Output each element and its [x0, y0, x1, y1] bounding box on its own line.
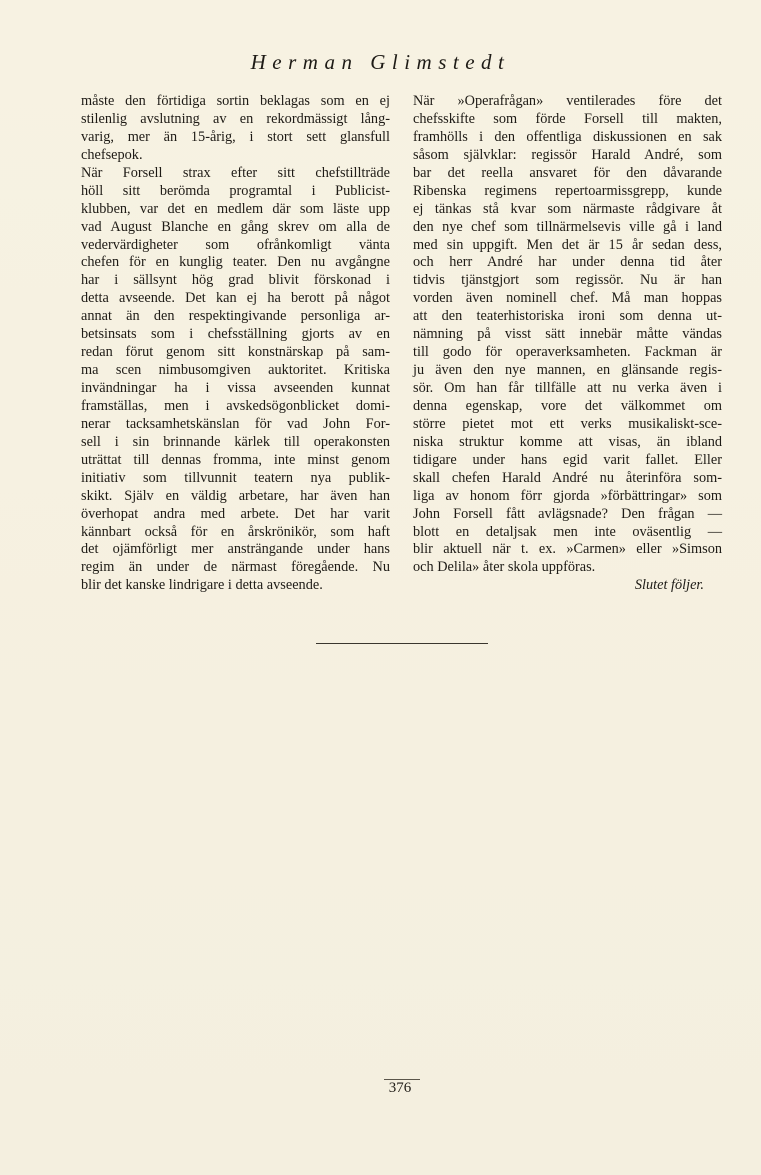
- text-line: När »Operafrågan» ventilerades före det: [413, 93, 722, 109]
- text-line: framställas, men i avskedsögonblicket domi-: [81, 397, 390, 414]
- text-line: detta avseende. Det kan ej ha berott på något: [81, 290, 390, 307]
- text-line: När Forsell strax efter sitt chefstillträde: [81, 164, 390, 181]
- section-divider: [316, 643, 488, 644]
- text-line: tidigare under hans egid varit fallet. Eller: [413, 451, 722, 468]
- text-line: sör. Om han får tillfälle att nu verka även i: [413, 380, 722, 396]
- text-line: betsinsats som i chefsställning gjorts av en: [81, 326, 390, 343]
- text-line: varig, mer än 15-årig, i stort sett glansfull: [81, 128, 390, 145]
- running-head: Herman Glimstedt: [250, 50, 511, 74]
- text-line: redan förut genom sitt konstnärskap på sam-: [81, 344, 390, 361]
- text-line: större pietet mot ett verks musikaliskt-sce-: [413, 415, 722, 432]
- text-line: vorden även nominell chef. Må man hoppas: [413, 290, 722, 307]
- text-line: blir aktuell när t. ex. »Carmen» eller »Simson: [413, 541, 722, 558]
- text-line: ma scen nimbusomgiven auktoritet. Kritiska: [81, 362, 390, 379]
- text-line: den nye chef som tillnärmelsevis ville gå i land: [413, 218, 722, 235]
- text-line: nämning på visst sätt innebär måtte vändas: [413, 326, 722, 343]
- text-line: bar det reella ansvaret för den dåvarande: [413, 164, 722, 181]
- signoff: Slutet följer.: [634, 577, 704, 594]
- text-line: såsom självklar: regissör Harald André, som: [413, 146, 722, 163]
- text-line: chefen för en kunglig teater. Den nu avgångne: [81, 254, 390, 271]
- text-line: vad August Blanche en gång skrev om alla de: [81, 218, 390, 235]
- text-line: ej tänkas stå kvar som närmaste rådgivare åt: [413, 200, 722, 217]
- text-line: invändningar ha i vissa avseenden kunnat: [81, 380, 390, 396]
- text-line: chefsepok.: [81, 146, 143, 163]
- text-line: ju även den nye mannen, en glänsande regis-: [413, 362, 722, 379]
- text-line: sell i sin brinnande kärlek till operakonsten: [81, 433, 390, 450]
- text-line: uträttat till dennas fromma, inte minst genom: [81, 451, 390, 468]
- text-line: liga av honom förr gjorda »förbättringar» som: [413, 487, 722, 504]
- page-number: 376: [388, 1080, 412, 1096]
- right-column: [413, 93, 722, 595]
- text-line: tidvis tjänstgjort som regissör. Nu är han: [413, 272, 722, 289]
- text-line: niska struktur komme att visas, än ibland: [413, 433, 722, 450]
- text-line: chefsskifte som förde Forsell till makten,: [413, 110, 722, 127]
- text-line: överhopat andra med arbete. Det har varit: [81, 505, 390, 522]
- text-line: John Forsell fått avlägsnade? Den frågan —: [413, 505, 722, 522]
- text-line: regim än under de närmast föregående. Nu: [81, 559, 390, 576]
- text-line: med sin uppgift. Men det är 15 år sedan dess,: [413, 236, 722, 253]
- text-line: framhölls i den offentliga diskussionen en sak: [413, 128, 722, 145]
- text-line: blir det kanske lindrigare i detta avseende.: [81, 577, 323, 594]
- text-line: till godo för operaverksamheten. Fackman är: [413, 344, 722, 361]
- text-line: skikt. Själv en väldig arbetare, har även han: [81, 487, 390, 504]
- text-line: Ribenska regimens repertoarmissgrepp, kunde: [413, 182, 722, 199]
- text-line: stilenlig avslutning av en rekordmässigt lång-: [81, 110, 390, 127]
- text-line: klubben, var det en medlem där som läste upp: [81, 200, 390, 217]
- text-line: blott en detaljsak men inte oväsentlig —: [413, 523, 722, 540]
- text-line: skall chefen Harald André nu återinföra som-: [413, 469, 722, 486]
- text-line: nerar tacksamhetskänslan för vad John For-: [81, 415, 390, 432]
- text-line: och Delila» åter skola uppföras.: [413, 559, 596, 576]
- text-line: initiativ som tillvunnit teatern nya publik-: [81, 469, 390, 486]
- text-line: vedervärdigheter som ofrånkomligt vänta: [81, 236, 390, 253]
- text-line: måste den förtidiga sortin beklagas som en ej: [81, 93, 390, 109]
- text-line: denna egenskap, vore det välkommet om: [413, 397, 722, 414]
- text-line: och herr André har under denna tid åter: [413, 254, 722, 271]
- text-line: höll sitt berömda programtal i Publicist-: [81, 182, 390, 199]
- text-line: har i sällsynt hög grad blivit förskonad i: [81, 272, 390, 289]
- left-column: [81, 93, 390, 595]
- text-line: det ojämförligt mer ansträngande under hans: [81, 541, 390, 558]
- text-line: att den teaterhistoriska ironi som denna ut-: [413, 308, 722, 325]
- text-line: annat än den respektingivande personliga ar-: [81, 308, 390, 325]
- text-line: kännbart också för en årskrönikör, som haft: [81, 523, 390, 540]
